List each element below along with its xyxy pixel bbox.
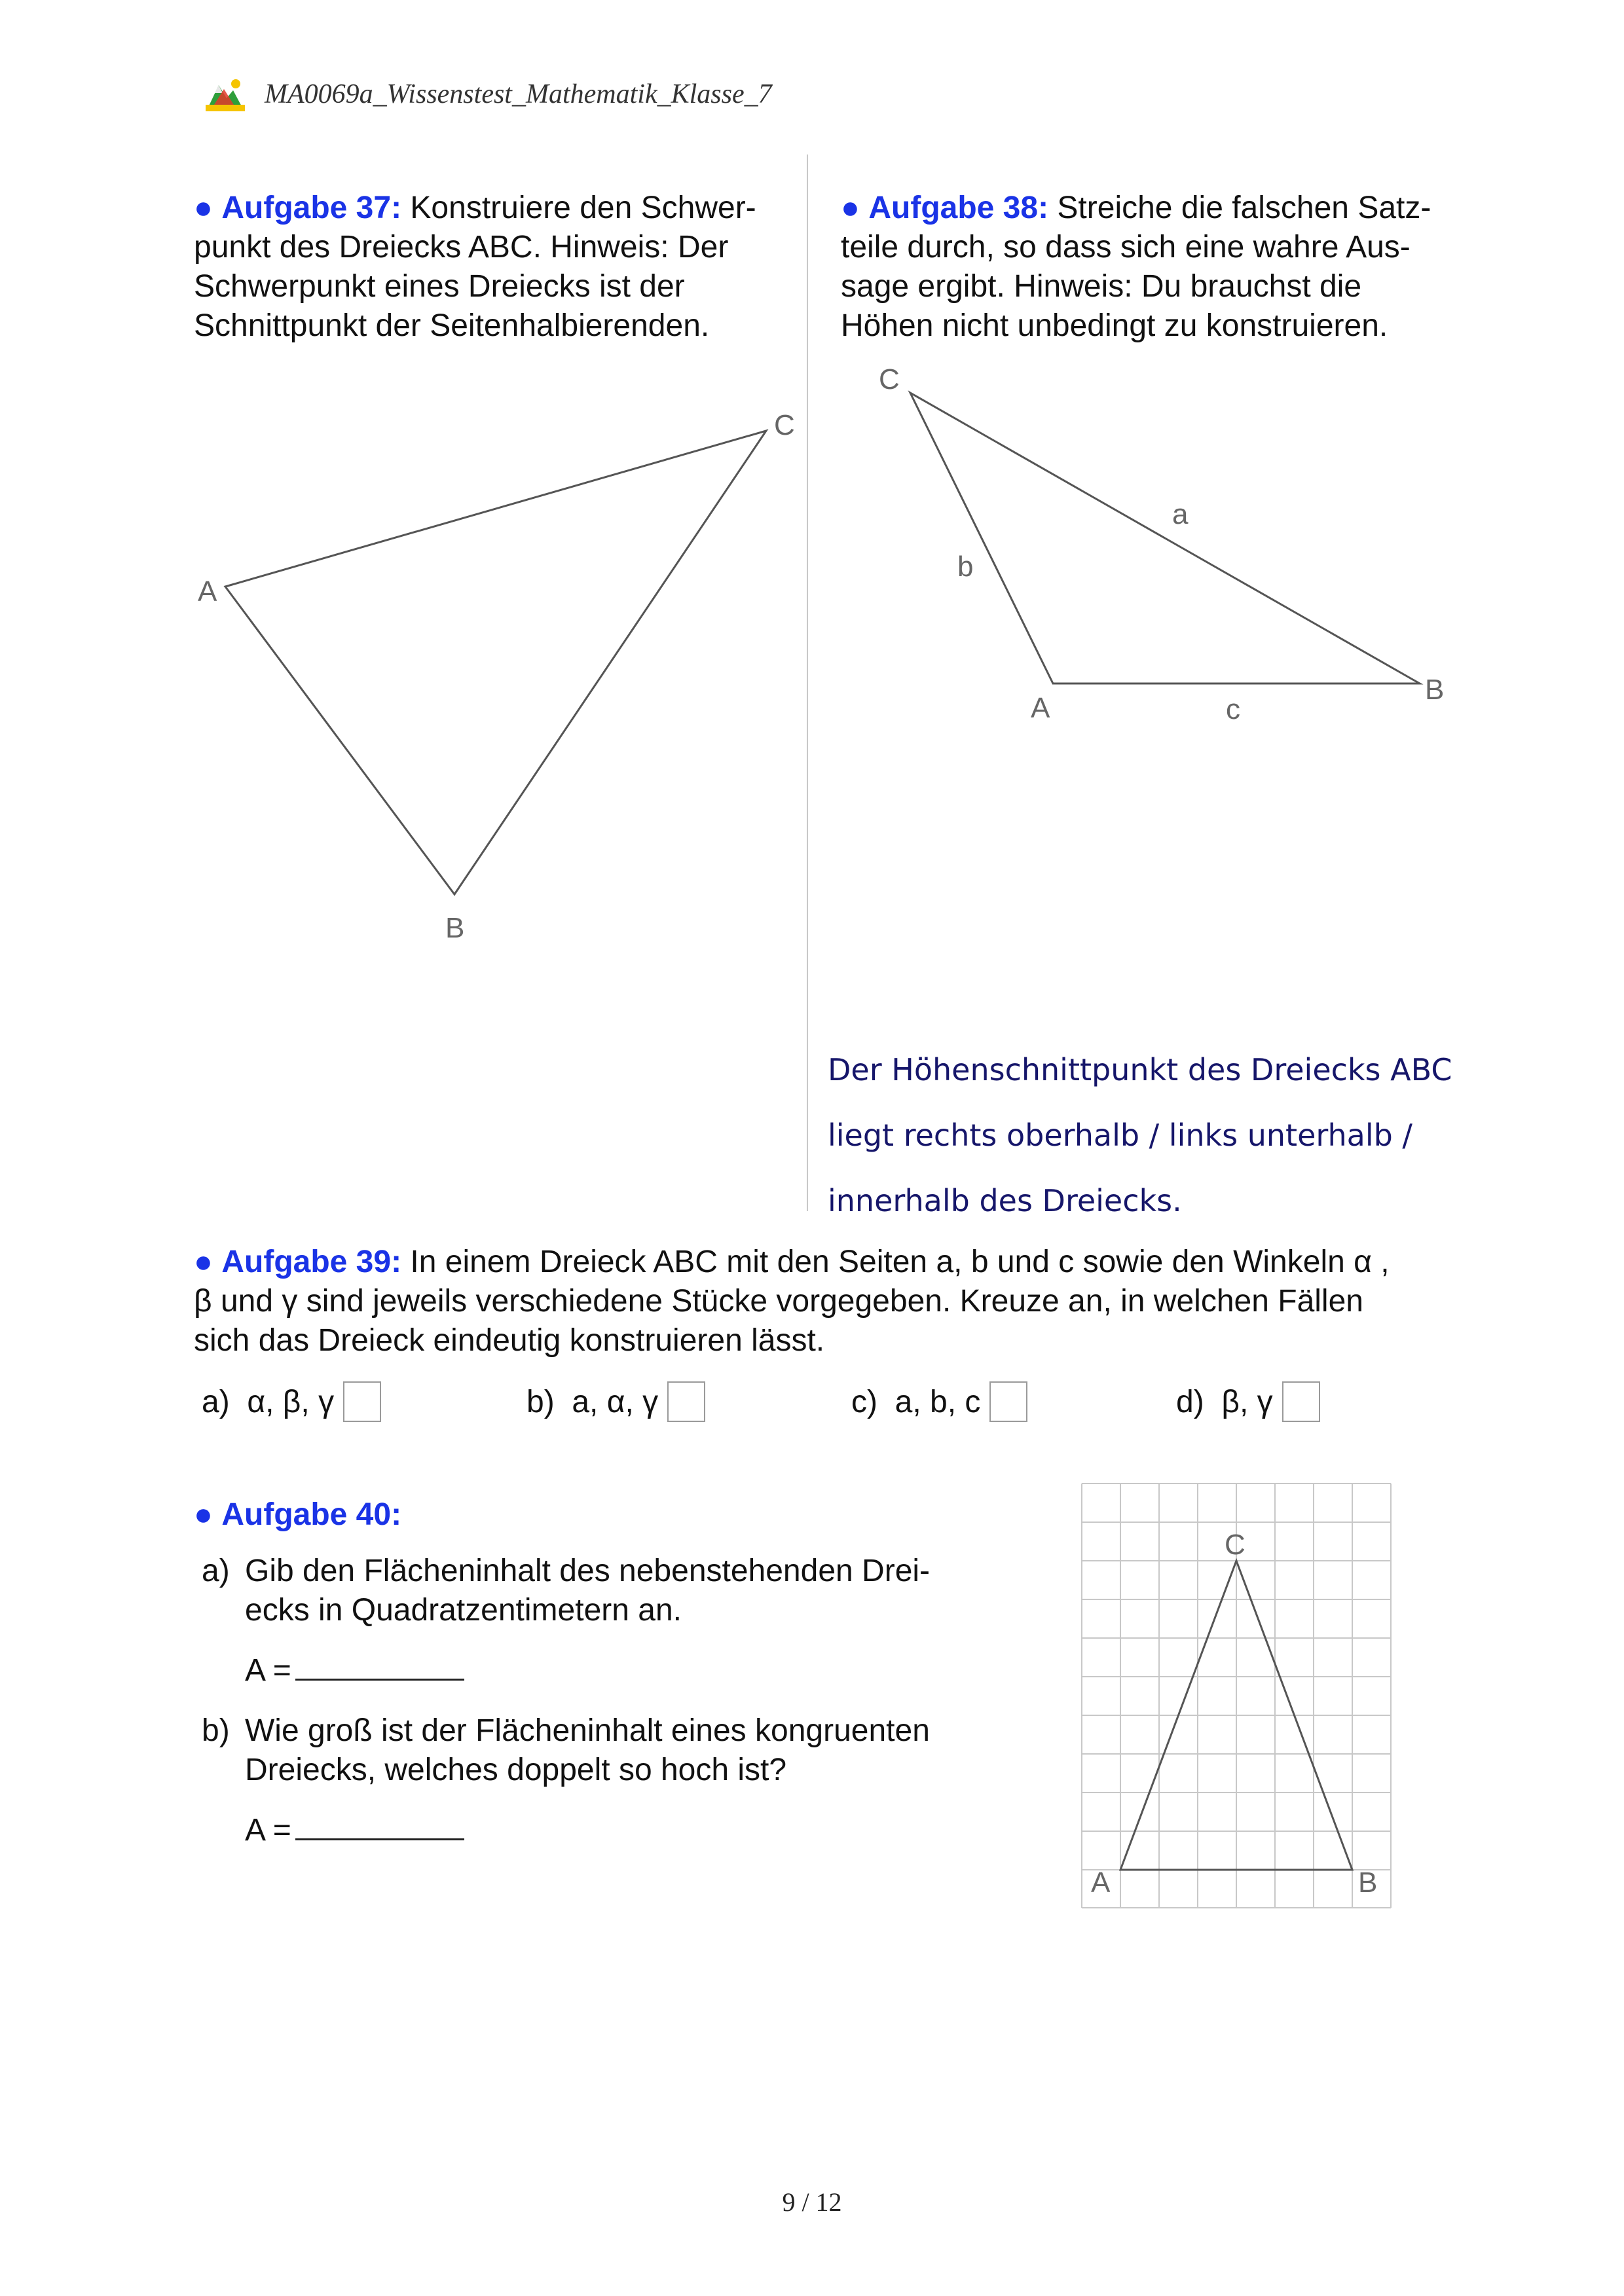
task-40-label: Aufgabe 40: [221, 1497, 402, 1532]
task-39-option-a: a) α, β, γ [202, 1381, 381, 1422]
task-37-label: Aufgabe 37: [221, 191, 402, 225]
task-37-vertex-b: B [445, 912, 465, 944]
task-37-vertex-c: C [774, 409, 795, 441]
task-40-vertex-a: A [1091, 1867, 1111, 1899]
task-39-checkbox-a[interactable] [343, 1381, 381, 1422]
task-40-part-b: b) Wie groß ist der Flächeninhalt eines kongruenten Dreiecks, welches doppelt so hoch ist? [202, 1713, 930, 1787]
task-39-label: Aufgabe 39: [221, 1245, 402, 1279]
task-39-checkbox-b[interactable] [667, 1381, 705, 1422]
answer-a-blank[interactable] [295, 1652, 464, 1681]
task-40-vertex-c: C [1225, 1529, 1246, 1561]
statement-line-3[interactable]: innerhalb des Dreiecks. [828, 1183, 1182, 1218]
page-number: 9 / 12 [782, 2187, 842, 2217]
document-title: MA0069a_Wissenstest_Mathematik_Klasse_7 [265, 79, 772, 109]
task-38-side-a: a [1172, 498, 1189, 530]
task-38-statement [828, 1037, 1483, 1233]
task-38-text: ● Aufgabe 38: Streiche die falschen Satz- teile durch, so dass sich eine wahre Aus- sage ergibt. Hinweis: Du brauchst die Höhen nicht unbedingt zu konstruieren. [841, 191, 1431, 343]
task-38-triangle [879, 363, 1444, 725]
task-40-heading: ● Aufgabe 40: [194, 1497, 402, 1532]
task-39-option-d: d) β, γ [1176, 1381, 1320, 1422]
task-39-option-b: b) a, α, γ [526, 1381, 705, 1422]
task-38-vertex-a: A [1031, 692, 1050, 724]
task-37-vertex-a: A [198, 575, 217, 608]
task-38-label: Aufgabe 38: [868, 191, 1049, 225]
task-40-answer-b[interactable]: A = [245, 1811, 464, 1850]
answer-b-blank[interactable] [295, 1812, 464, 1840]
statement-line-1[interactable]: Der Höhenschnittpunkt des Dreiecks ABC [828, 1052, 1452, 1087]
task-39-option-c: c) a, b, c [851, 1381, 1027, 1422]
task-39-checkbox-c[interactable] [989, 1381, 1027, 1422]
task-38-vertex-b: B [1425, 674, 1445, 706]
task-39-text: ● Aufgabe 39: In einem Dreieck ABC mit den Seiten a, b und c sowie den Winkeln α , β und γ sind jeweils verschiedene Stücke vorgegeben. Kreuze an, in welchen Fällen sich das Dreieck eindeutig konstruieren lässt. [194, 1245, 1390, 1358]
task-37-triangle [198, 409, 795, 944]
statement-line-2[interactable]: liegt rechts oberhalb / links unterhalb / [828, 1118, 1412, 1153]
task-40-part-a: a) Gib den Flächeninhalt des nebenstehenden Drei- ecks in Quadratzentimetern an. [202, 1554, 931, 1628]
task-39-checkbox-d[interactable] [1282, 1381, 1320, 1422]
task-40-triangle [1091, 1529, 1377, 1899]
task-40-vertex-b: B [1358, 1867, 1378, 1899]
task-37-text: ● Aufgabe 37: Konstruiere den Schwer- punkt des Dreiecks ABC. Hinweis: Der Schwerpunkt eines Dreiecks ist der Schnittpunkt der Seitenhalbierenden. [194, 191, 756, 343]
task-38-vertex-c: C [879, 363, 900, 395]
task-40-answer-a[interactable]: A = [245, 1651, 464, 1690]
task-38-side-c: c [1226, 693, 1240, 725]
task-38-side-b: b [957, 551, 974, 583]
